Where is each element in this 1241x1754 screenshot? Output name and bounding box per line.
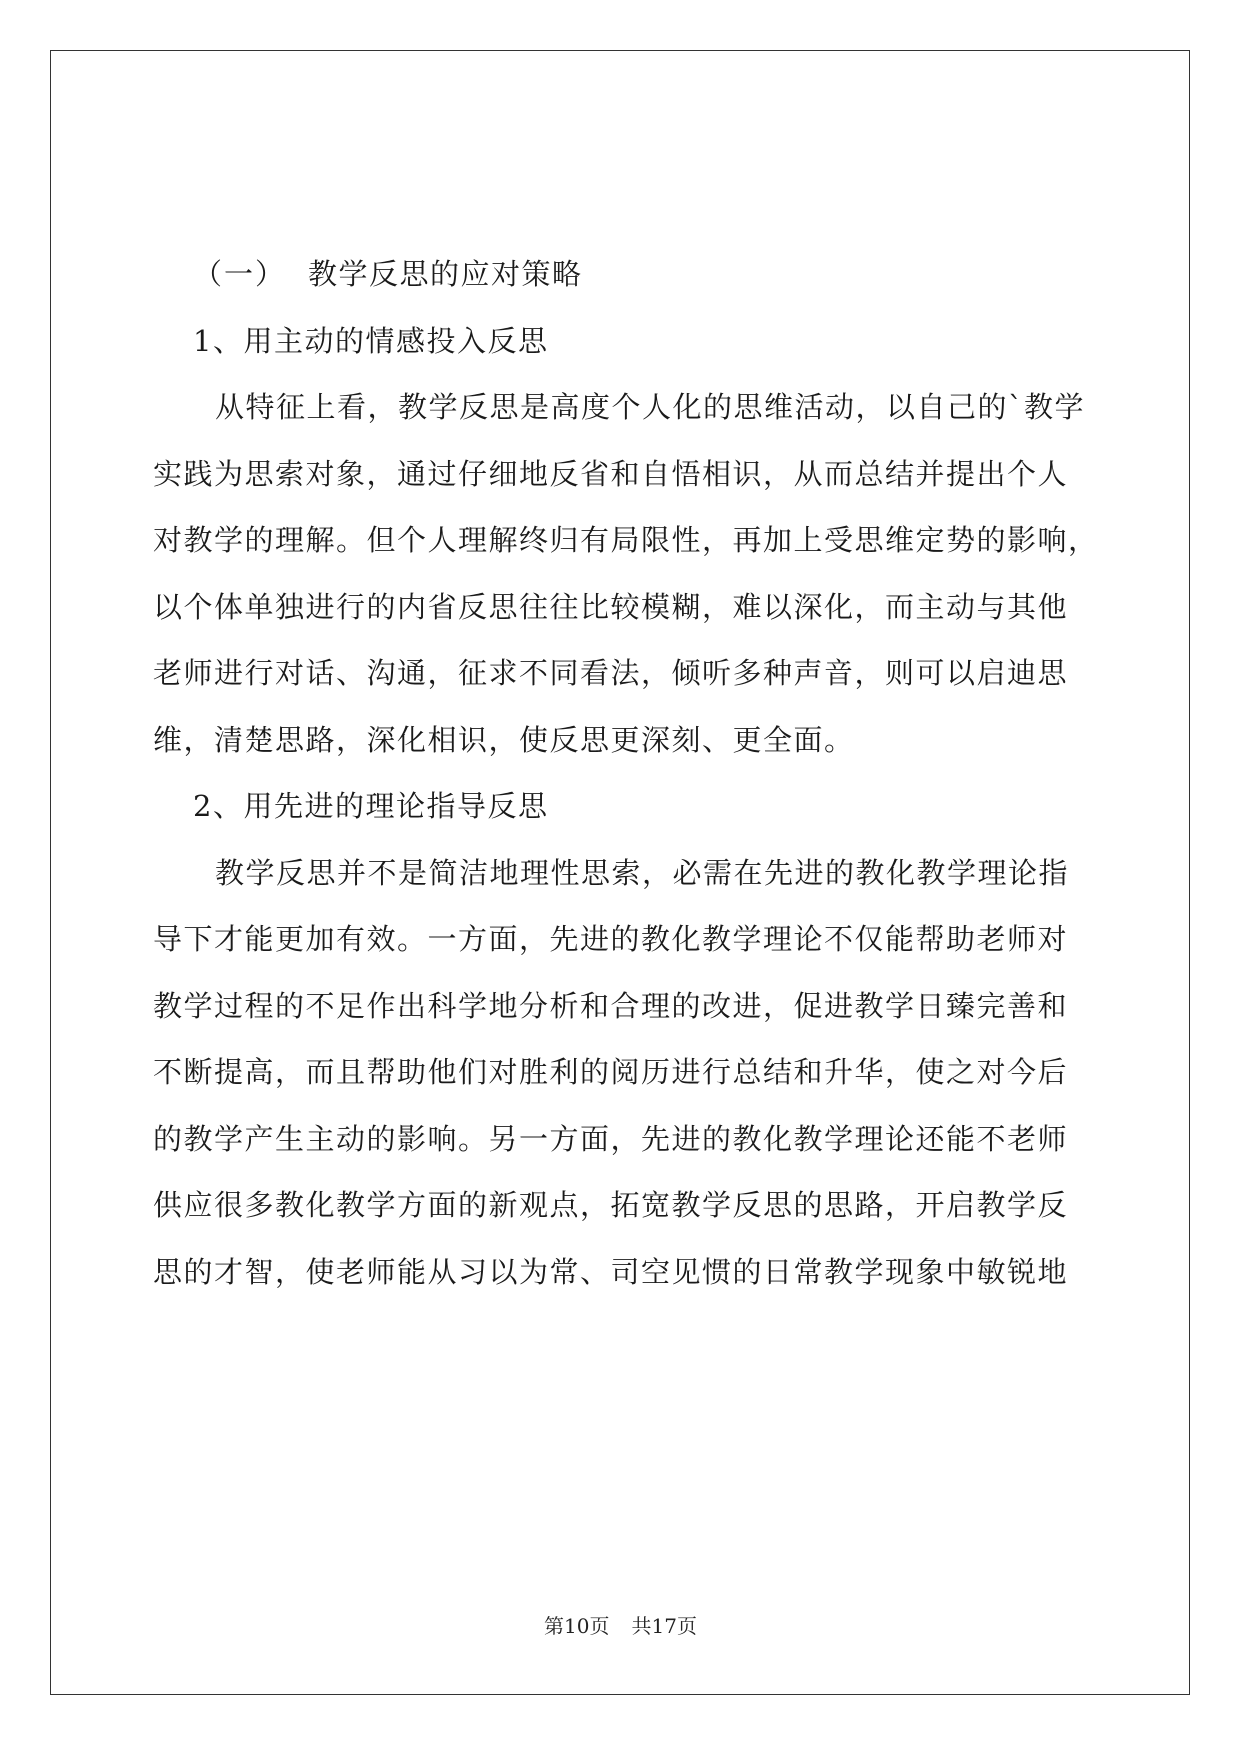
paragraph-line: 实践为思索对象，通过仔细地反省和自悟相识，从而总结并提出个人 — [153, 456, 1069, 491]
paragraph-line: 以个体单独进行的内省反思往往比较模糊，难以深化，而主动与其他 — [153, 589, 1069, 624]
paragraph-line: 教学过程的不足作出科学地分析和合理的改进，促进教学日臻完善和 — [153, 988, 1069, 1023]
section-heading — [153, 241, 1093, 308]
section-number: （一） — [193, 257, 287, 291]
document-body — [153, 241, 1099, 1305]
page-footer — [0, 1610, 1241, 1639]
section-title: 教学反思的应对策略 — [308, 257, 583, 291]
subsection-2-title: 2、用先进的理论指导反思 — [193, 789, 549, 823]
paragraph-line: 教学反思并不是简洁地理性思索，必需在先进的教化教学理论指 — [215, 855, 1070, 890]
page-number: 第10页 — [544, 1614, 610, 1638]
paragraph-line: 不断提高，而且帮助他们对胜利的阅历进行总结和升华，使之对今后 — [153, 1055, 1069, 1089]
paragraph-line: 老师进行对话、沟通，征求不同看法，倾听多种声音，则可以启迪思 — [153, 656, 1069, 690]
paragraph-line: 维，清楚思路，深化相识，使反思更深刻、更全面。 — [153, 722, 855, 757]
paragraph-line: 对教学的理解。但个人理解终归有局限性，再加上受思维定势的影响， — [153, 523, 1099, 557]
paragraph-line: 供应很多教化教学方面的新观点，拓宽教学反思的思路，开启教学反 — [153, 1188, 1069, 1222]
paragraph-line: 思的才智，使老师能从习以为常、司空见惯的日常教学现象中敏锐地 — [153, 1254, 1069, 1289]
page-total: 共17页 — [631, 1614, 697, 1638]
paragraph-line: 的教学产生主动的影响。另一方面，先进的教化教学理论还能不老师 — [153, 1121, 1069, 1156]
paragraph-line: 从特征上看，教学反思是高度个人化的思维活动，以自己的`教学 — [215, 390, 1086, 424]
subsection-1-title: 1、用主动的情感投入反思 — [193, 323, 549, 358]
paragraph-line: 导下才能更加有效。一方面，先进的教化教学理论不仅能帮助老师对 — [153, 922, 1069, 956]
